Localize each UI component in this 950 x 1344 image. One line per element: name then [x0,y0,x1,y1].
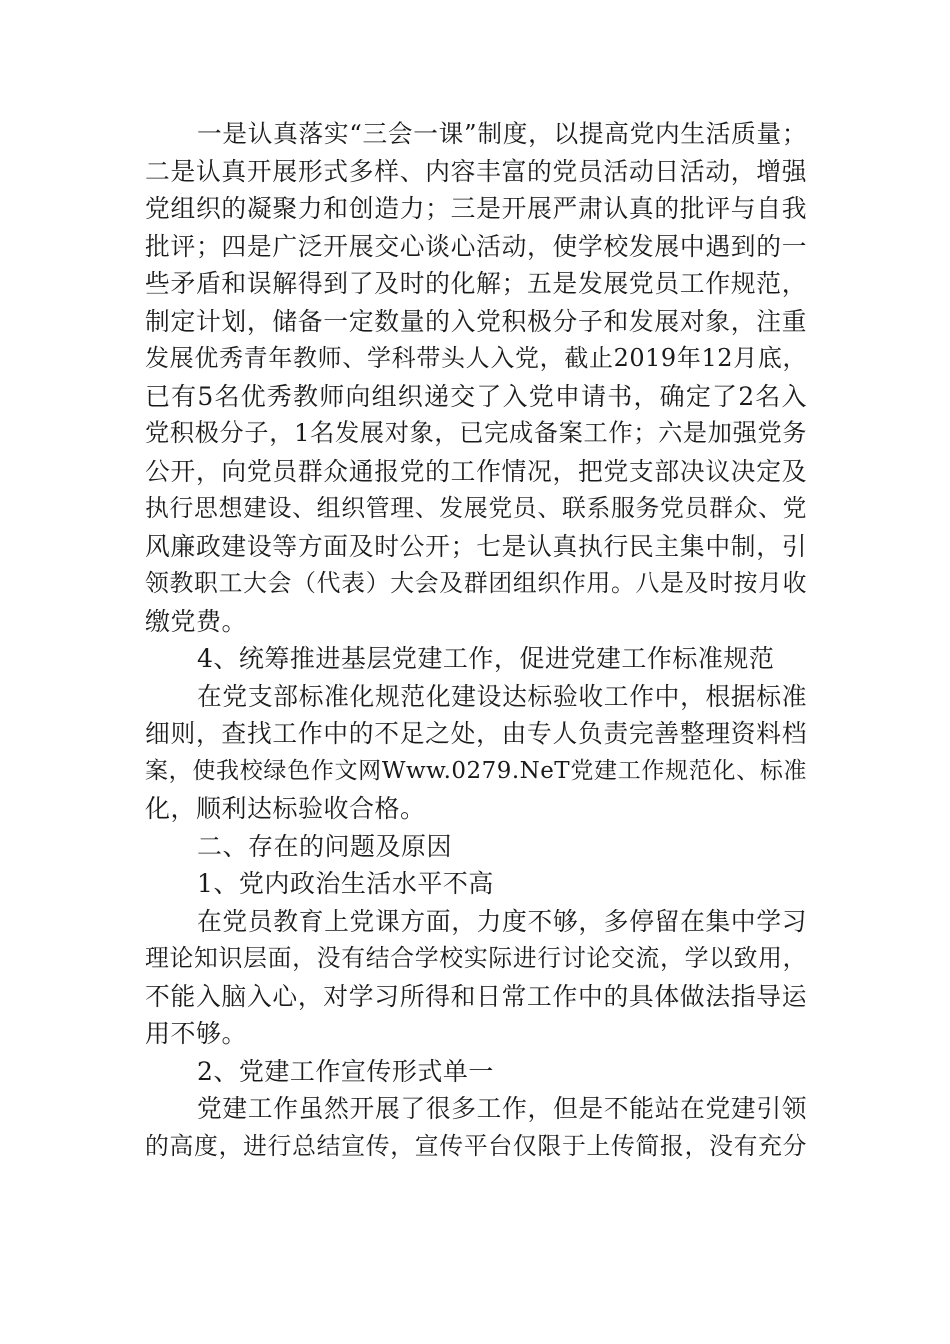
text-line: 用不够。 [145,1019,248,1048]
text-line: 在党员教育上党课方面，力度不够，多停留在集中学习 [197,906,807,936]
text-line: 缴党费。 [145,606,248,636]
document-body [145,115,807,1165]
text-line: 不能入脑入心，对学习所得和日常工作中的具体做法指导运 [145,981,807,1011]
text-line: 风廉政建设等方面及时公开；七是认真执行民主集中制，引 [145,531,807,561]
text-line: 一是认真落实“三会一课”制度，以提高党内生活质量； [197,119,807,148]
text-line: 2、党建工作宣传形式单一 [197,1056,494,1086]
text-line: 执行思想建设、组织管理、发展党员、联系服务党员群众、党 [145,494,807,522]
text-line: 党积极分子，1名发展对象，已完成备案工作；六是加强党务 [145,419,807,447]
text-line: 在党支部标准化规范化建设达标验收工作中，根据标准 [197,681,807,711]
text-line: 案，使我校绿色作文网Www.0279.NeT党建工作规范化、标准 [145,757,807,784]
text-line: 发展优秀青年教师、学科带头人入党，截止2019年12月底， [145,344,807,372]
text-line: 些矛盾和误解得到了及时的化解；五是发展党员工作规范， [145,269,807,298]
text-line: 理论知识层面，没有结合学校实际进行讨论交流，学以致用， [145,944,807,972]
text-line: 党组织的凝聚力和创造力；三是开展严肃认真的批评与自我 [145,194,807,223]
text-line: 的高度，进行总结宣传，宣传平台仅限于上传简报，没有充分 [145,1131,807,1160]
text-line: 公开，向党员群众通报党的工作情况，把党支部决议决定及 [145,456,807,486]
text-line: 领教职工大会（代表）大会及群团组织作用。八是及时按月收 [145,569,807,597]
text-line: 化，顺利达标验收合格。 [145,794,426,823]
text-line: 已有5名优秀教师向组织递交了入党申请书，确定了2名入 [145,381,807,411]
text-line: 二、存在的问题及原因 [197,831,453,861]
text-line: 4、统筹推进基层党建工作，促进党建工作标准规范 [197,644,775,673]
text-line: 党建工作虽然开展了很多工作，但是不能站在党建引领 [197,1094,807,1123]
text-line: 制定计划，储备一定数量的入党积极分子和发展对象，注重 [145,306,807,336]
text-line: 1、党内政治生活水平不高 [197,869,494,898]
text-line: 批评；四是广泛开展交心谈心活动，使学校发展中遇到的一 [145,231,807,261]
text-line: 细则，查找工作中的不足之处，由专人负责完善整理资料档 [145,719,807,748]
text-line: 二是认真开展形式多样、内容丰富的党员活动日活动，增强 [145,156,807,186]
